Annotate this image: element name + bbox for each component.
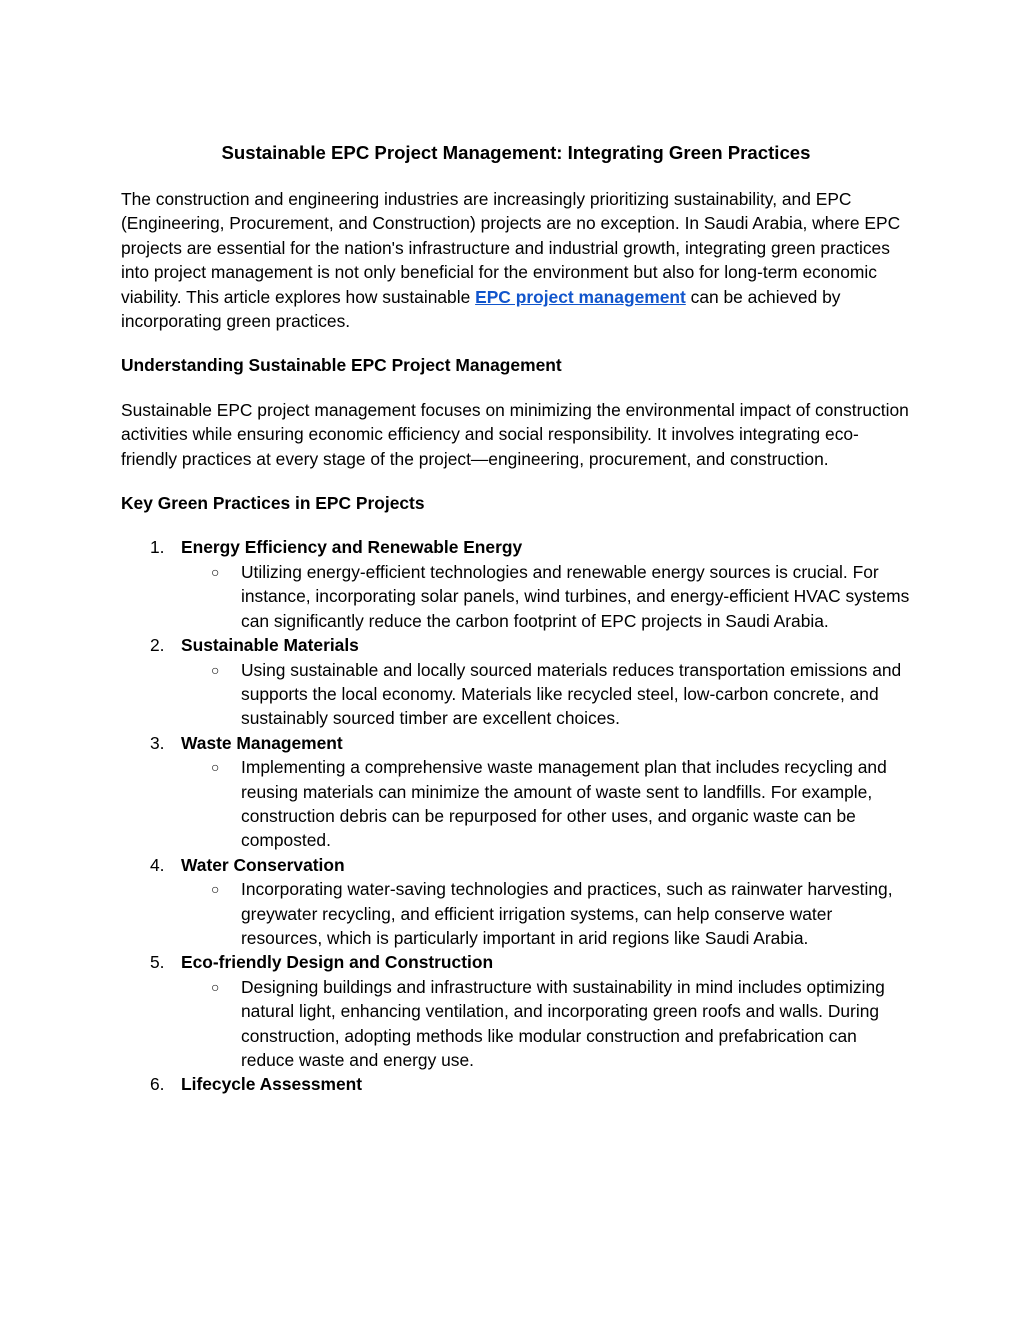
list-item-title: Energy Efficiency and Renewable Energy [181, 537, 523, 558]
epc-project-management-link[interactable]: EPC project management [475, 286, 686, 307]
sub-list-item-text: Designing buildings and infrastructure with sustainability in mind includes optimizing natural light, enhancing ventilation, and incorporating green roofs and walls. During construction, adopting methods like modular construction and prefabrication can reduce waste and energy use. [241, 976, 885, 1070]
sub-list [181, 975, 911, 1073]
sub-list-item-text: Incorporating water-saving technologies and practices, such as rainwater harvesting, greywater recycling, and efficient irrigation systems, can help conserve water resources, which is particularly important in arid regions like Saudi Arabia. [241, 879, 893, 948]
list-number: 3. [150, 732, 165, 753]
list-item-title: Waste Management [181, 732, 343, 753]
list-number: 1. [150, 537, 165, 558]
section-heading-understanding: Understanding Sustainable EPC Project Management [121, 355, 562, 376]
sub-list-item [181, 658, 911, 731]
list-item [121, 853, 911, 951]
section-paragraph-understanding: Sustainable EPC project management focuses on minimizing the environmental impact of construction activities while ensuring economic efficiency and social responsibility. It involves integrating eco-friendly practices at every stage of the project—engineering, procurement, and construction. [121, 399, 909, 469]
document-body [121, 140, 911, 1097]
list-item-title: Sustainable Materials [181, 635, 359, 656]
intro-text-after-link: can be achieved by incorporating green practices. [121, 286, 841, 332]
hollow-circle-bullet-icon: ○ [211, 661, 220, 678]
green-practices-list [121, 535, 911, 1096]
hollow-circle-bullet-icon: ○ [211, 881, 220, 898]
list-item [121, 633, 911, 731]
intro-text-before-link: The construction and engineering industries are increasingly prioritizing sustainability, and EPC (Engineering, Procurement, and Construction) projects are no exception. In Saudi Arabia, where EPC projects are essential for the nation's infrastructure and industrial growth, integrating green practices into project management is not only beneficial for the environment but also for long-term economic viability. This article explores how sustainable [121, 189, 901, 307]
list-number: 2. [150, 635, 165, 656]
list-number: 6. [150, 1074, 165, 1095]
sub-list [181, 658, 911, 731]
hollow-circle-bullet-icon: ○ [211, 978, 220, 995]
list-number: 4. [150, 854, 165, 875]
hollow-circle-bullet-icon: ○ [211, 759, 220, 776]
sub-list-item-text: Utilizing energy-efficient technologies and renewable energy sources is crucial. For instance, incorporating solar panels, wind turbines, and energy-efficient HVAC systems can significantly reduce the carbon footprint of EPC projects in Saudi Arabia. [241, 561, 910, 631]
sub-list [181, 560, 911, 633]
sub-list-item [181, 877, 911, 950]
section-heading-key-practices: Key Green Practices in EPC Projects [121, 493, 425, 514]
sub-list-item [181, 975, 911, 1073]
sub-list-item [181, 560, 911, 633]
sub-list-item [181, 755, 911, 853]
page-title: Sustainable EPC Project Management: Integrating Green Practices [221, 142, 811, 163]
list-number: 5. [150, 952, 165, 973]
sub-list-item-text: Implementing a comprehensive waste management plan that includes recycling and reusing materials can minimize the amount of waste sent to landfills. For example, construction debris can be repurposed for other uses, and organic waste can be composted. [241, 757, 887, 851]
hollow-circle-bullet-icon: ○ [211, 563, 220, 580]
sub-list-item-text: Using sustainable and locally sourced materials reduces transportation emissions and supports the local economy. Materials like recycled steel, low-carbon concrete, and sustainably sourced timber are excellent choices. [241, 659, 902, 729]
list-item [121, 731, 911, 853]
sub-list [181, 755, 911, 853]
intro-paragraph [121, 187, 911, 333]
list-item [121, 535, 911, 633]
list-item-title: Eco-friendly Design and Construction [181, 952, 494, 973]
list-item [121, 1072, 911, 1096]
list-item [121, 950, 911, 1072]
list-item-title: Lifecycle Assessment [181, 1074, 363, 1095]
list-item-title: Water Conservation [181, 854, 345, 875]
sub-list [181, 877, 911, 950]
